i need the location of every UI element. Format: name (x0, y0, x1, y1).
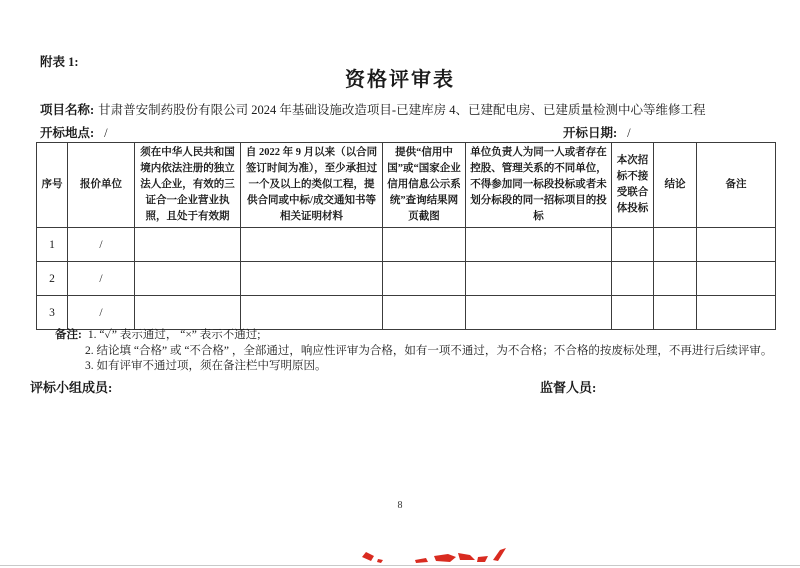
note-line-2 (85, 344, 785, 360)
empty-cell (466, 262, 612, 296)
header-remark: 备注 (697, 143, 776, 228)
note-line-1 (55, 328, 785, 344)
empty-cell (654, 296, 697, 330)
empty-cell (654, 262, 697, 296)
scan-edge-divider (0, 565, 800, 566)
table-header-row (37, 143, 776, 228)
note-line-3 (85, 359, 785, 375)
empty-cell (697, 228, 776, 262)
seq-cell: 3 (37, 296, 68, 330)
empty-cell (612, 262, 654, 296)
seq-cell: 1 (37, 228, 68, 262)
notes-block (55, 328, 785, 375)
bid-date (563, 123, 631, 141)
table-row (37, 296, 776, 330)
empty-cell (135, 228, 241, 262)
header-similar-projects: 自 2022 年 9 月以来（以合同签订时间为准），至少承担过一个及以上的类似工程，提供合同或中标/成交通知书等相关证明材料 (241, 143, 383, 228)
note-item-2: 2. 结论填 “合格” 或 “不合格” ，全部通过，响应性评审为合格，如有一项不通过，为不合格；不合格的按废标处理，不再进行后续评审。 (85, 344, 773, 357)
bid-location (40, 123, 108, 141)
bid-location-label: 开标地点: (40, 126, 95, 140)
appendix-label: 附表 1: (40, 55, 79, 69)
empty-cell (654, 228, 697, 262)
empty-cell (383, 228, 466, 262)
header-seq: 序号 (37, 143, 68, 228)
header-conclusion: 结论 (654, 143, 697, 228)
empty-cell (135, 296, 241, 330)
seq-cell: 2 (37, 262, 68, 296)
signature-line (30, 377, 790, 395)
project-name-label: 项目名称: (40, 103, 95, 117)
evaluation-team-label: 评标小组成员: (30, 380, 113, 395)
empty-cell (383, 262, 466, 296)
supervisor-label: 监督人员: (540, 380, 597, 395)
empty-cell (612, 296, 654, 330)
project-name-line (40, 103, 788, 119)
empty-cell (383, 296, 466, 330)
header-same-person: 单位负责人为同一人或者存在控股、管理关系的不同单位，不得参加同一标段投标或者未划分标段的同一招标项目的投标 (466, 143, 612, 228)
note-item-3: 3. 如有评审不通过项，须在备注栏中写明原因。 (85, 360, 327, 372)
empty-cell (697, 296, 776, 330)
page-number: 8 (397, 500, 403, 511)
bid-location-value: / (104, 126, 108, 140)
table-row (37, 262, 776, 296)
empty-cell (241, 228, 383, 262)
notes-label: 备注: (55, 329, 82, 341)
qualification-review-table (36, 142, 776, 330)
empty-cell (241, 262, 383, 296)
header-credit-screenshot: 提供“信用中国”或“国家企业信用信息公示系统”查询结果网页截图 (383, 143, 466, 228)
bid-open-line (40, 123, 788, 140)
empty-cell (466, 296, 612, 330)
empty-cell (697, 262, 776, 296)
header-bidder: 报价单位 (68, 143, 135, 228)
empty-cell (241, 296, 383, 330)
bidder-cell: / (68, 228, 135, 262)
bidder-cell: / (68, 262, 135, 296)
empty-cell (612, 228, 654, 262)
page-title: 资格评审表 (345, 69, 455, 91)
bidder-cell: / (68, 296, 135, 330)
empty-cell (466, 228, 612, 262)
header-registration: 须在中华人民共和国境内依法注册的独立法人企业，有效的三证合一企业营业执照，且处于有效期 (135, 143, 241, 228)
header-no-consortium: 本次招标不接受联合体投标 (612, 143, 654, 228)
project-name-value: 甘肃普安制药股份有限公司 2024 年基础设施改造项目-已建库房 4、已建配电房、已建质量检测中心等维修工程 (98, 103, 706, 117)
table-row (37, 228, 776, 262)
bid-date-label: 开标日期: (563, 126, 618, 140)
stamp-fragment-icon (352, 544, 527, 567)
note-item-1: 1. “✓” 表示通过， “×” 表示不通过; (87, 329, 261, 341)
empty-cell (135, 262, 241, 296)
bid-date-value: / (627, 126, 631, 140)
